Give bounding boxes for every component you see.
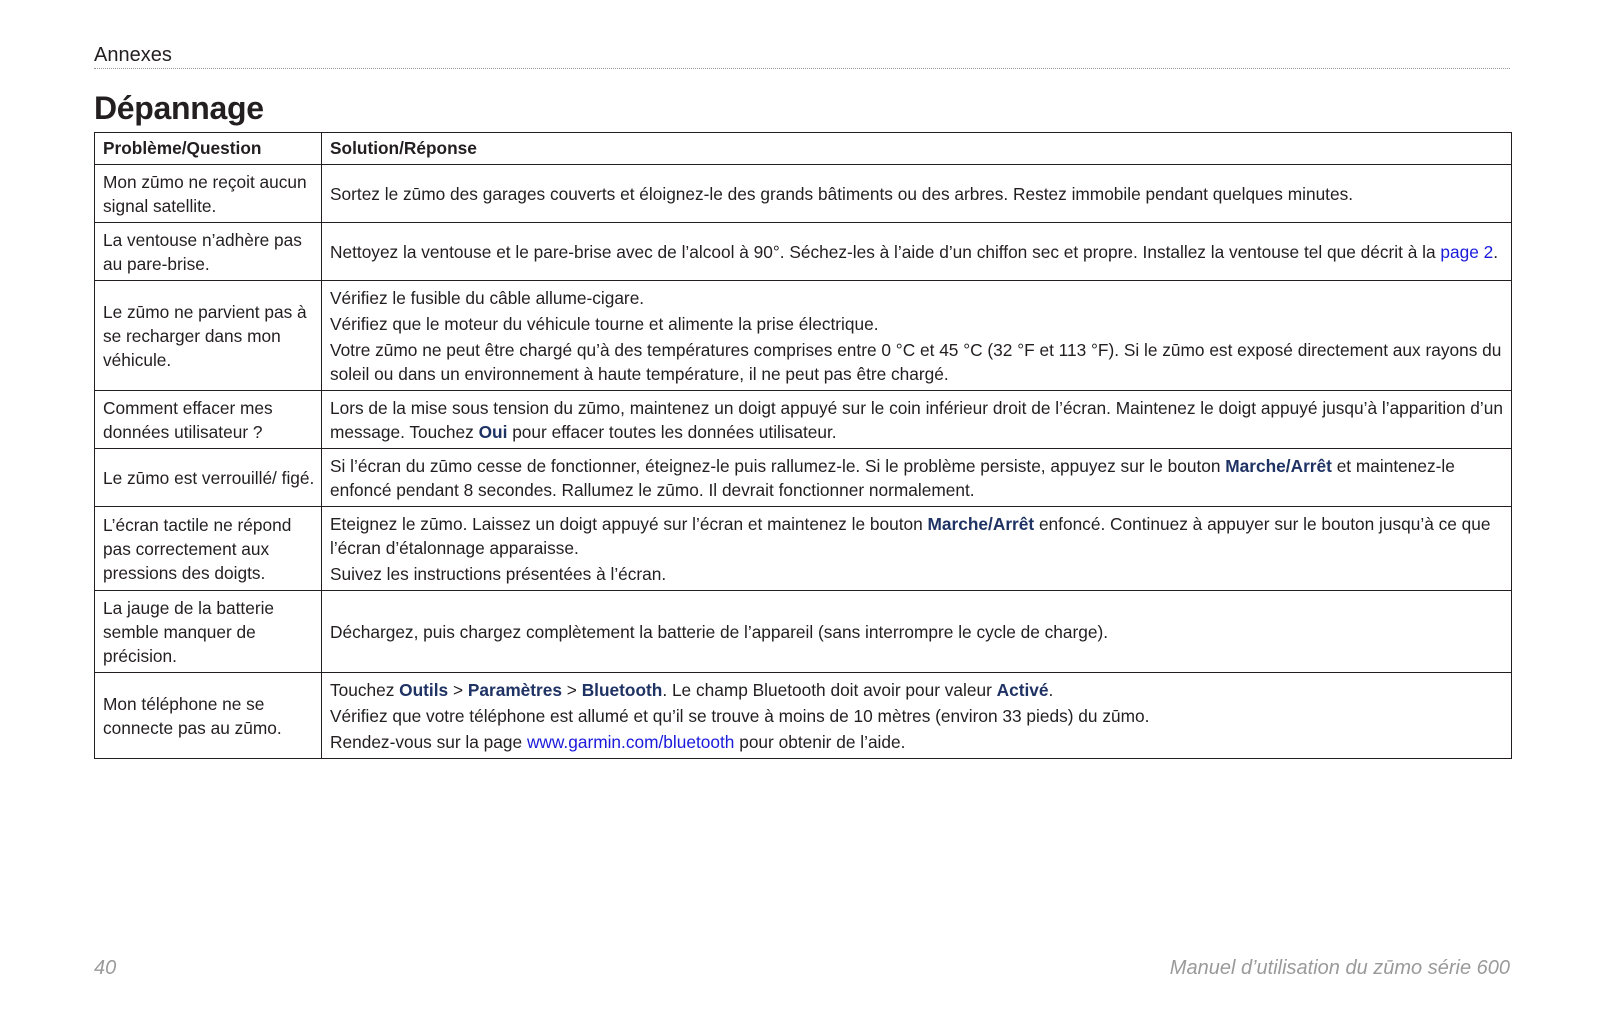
- solution-cell: [322, 673, 1512, 759]
- solution-text: Vérifiez le fusible du câble allume-cigare.: [330, 288, 645, 308]
- solution-paragraph: [330, 286, 1505, 310]
- solution-text: Suivez les instructions présentées à l’écran.: [330, 564, 667, 584]
- table-row: [95, 165, 1512, 223]
- solution-text: .: [1493, 242, 1499, 262]
- solution-cell: [322, 449, 1512, 507]
- ui-term: Oui: [478, 422, 508, 442]
- ui-term: Outils: [399, 680, 449, 700]
- problem-cell: Le zūmo est verrouillé/ figé.: [95, 449, 322, 507]
- solution-paragraph: [330, 338, 1505, 386]
- table-row: [95, 449, 1512, 507]
- problem-cell: Le zūmo ne parvient pas à se recharger dans mon véhicule.: [95, 281, 322, 391]
- solution-paragraph: [330, 678, 1505, 702]
- problem-cell: Mon zūmo ne reçoit aucun signal satellite.: [95, 165, 322, 223]
- ui-term: Marche/Arrêt: [1225, 456, 1332, 476]
- solution-text: Rendez-vous sur la page: [330, 732, 527, 752]
- solution-text: et maintenez-le enfoncé pendant 8 secondes. Rallumez le zūmo. Il devrait fonctionner normalement.: [330, 456, 1455, 500]
- solution-cell: [322, 391, 1512, 449]
- column-header-problem: Problème/Question: [95, 133, 322, 165]
- solution-paragraph: [330, 562, 1505, 586]
- solution-text: Votre zūmo ne peut être chargé qu’à des températures comprises entre 0 °C et 45 °C (32 °F et 113 °F). Si le zūmo est exposé directement aux rayons du soleil ou dans un environnement à haute température, il ne peut pas être chargé.: [330, 340, 1502, 384]
- problem-cell: L’écran tactile ne répond pas correctement aux pressions des doigts.: [95, 507, 322, 591]
- problem-cell: Mon téléphone ne se connecte pas au zūmo.: [95, 673, 322, 759]
- solution-paragraph: [330, 512, 1505, 560]
- solution-text: pour effacer toutes les données utilisateur.: [507, 422, 837, 442]
- problem-cell: Comment effacer mes données utilisateur ?: [95, 391, 322, 449]
- solution-paragraph: [330, 620, 1505, 644]
- table-row: [95, 591, 1512, 673]
- page-number: 40: [94, 957, 117, 979]
- solution-text: Vérifiez que votre téléphone est allumé et qu’il se trouve à moins de 10 mètres (environ 33 pieds) du zūmo.: [330, 706, 1150, 726]
- problem-cell: La jauge de la batterie semble manquer de précision.: [95, 591, 322, 673]
- table-row: [95, 673, 1512, 759]
- page-title: Dépannage: [94, 90, 264, 126]
- solution-text: >: [448, 680, 468, 700]
- ui-term: Paramètres: [467, 680, 562, 700]
- solution-paragraph: [330, 396, 1505, 444]
- solution-paragraph: [330, 240, 1505, 264]
- solution-paragraph: [330, 730, 1505, 754]
- solution-paragraph: [330, 312, 1505, 336]
- manual-title: Manuel d’utilisation du zūmo série 600: [1169, 957, 1510, 979]
- solution-text: . Le champ Bluetooth doit avoir pour valeur: [662, 680, 997, 700]
- table-header-row: [95, 133, 1512, 165]
- column-header-solution: Solution/Réponse: [322, 133, 1512, 165]
- solution-text: Vérifiez que le moteur du véhicule tourne et alimente la prise électrique.: [330, 314, 879, 334]
- running-header: Annexes: [94, 42, 1510, 69]
- text-link[interactable]: www.garmin.com/bluetooth: [526, 732, 735, 752]
- ui-term: Bluetooth: [581, 680, 663, 700]
- problem-cell: La ventouse n’adhère pas au pare-brise.: [95, 223, 322, 281]
- solution-text: pour obtenir de l’aide.: [734, 732, 906, 752]
- solution-paragraph: [330, 182, 1505, 206]
- table-row: [95, 507, 1512, 591]
- table-body: [95, 165, 1512, 759]
- ui-term: Activé: [996, 680, 1049, 700]
- solution-text: Nettoyez la ventouse et le pare-brise avec de l’alcool à 90°. Séchez-les à l’aide d’un chiffon sec et propre. Installez la ventouse tel que décrit à la: [330, 242, 1441, 262]
- solution-cell: [322, 165, 1512, 223]
- text-link[interactable]: page 2: [1440, 242, 1494, 262]
- solution-text: Lors de la mise sous tension du zūmo, maintenez un doigt appuyé sur le coin inférieur droit de l’écran. Maintenez le doigt appuyé jusqu’à l’apparition d’un message. Touchez: [330, 398, 1503, 442]
- solution-text: .: [1048, 680, 1054, 700]
- solution-cell: [322, 223, 1512, 281]
- solution-text: enfoncé. Continuez à appuyer sur le bouton jusqu’à ce que l’écran d’étalonnage apparaisse.: [330, 514, 1491, 558]
- table-row: [95, 391, 1512, 449]
- solution-text: Touchez: [330, 680, 400, 700]
- solution-cell: [322, 591, 1512, 673]
- solution-cell: [322, 507, 1512, 591]
- solution-text: >: [562, 680, 582, 700]
- solution-paragraph: [330, 704, 1505, 728]
- solution-text: Déchargez, puis chargez complètement la batterie de l’appareil (sans interrompre le cycle de charge).: [330, 622, 1109, 642]
- solution-text: Sortez le zūmo des garages couverts et éloignez-le des grands bâtiments ou des arbres. Restez immobile pendant quelques minutes.: [330, 184, 1354, 204]
- solution-text: Si l’écran du zūmo cesse de fonctionner, éteignez-le puis rallumez-le. Si le problème persiste, appuyez sur le bouton: [330, 456, 1226, 476]
- solution-text: Eteignez le zūmo. Laissez un doigt appuyé sur l’écran et maintenez le bouton: [330, 514, 928, 534]
- table-row: [95, 281, 1512, 391]
- troubleshooting-table: [94, 132, 1512, 759]
- ui-term: Marche/Arrêt: [927, 514, 1035, 534]
- table-row: [95, 223, 1512, 281]
- solution-paragraph: [330, 454, 1505, 502]
- solution-cell: [322, 281, 1512, 391]
